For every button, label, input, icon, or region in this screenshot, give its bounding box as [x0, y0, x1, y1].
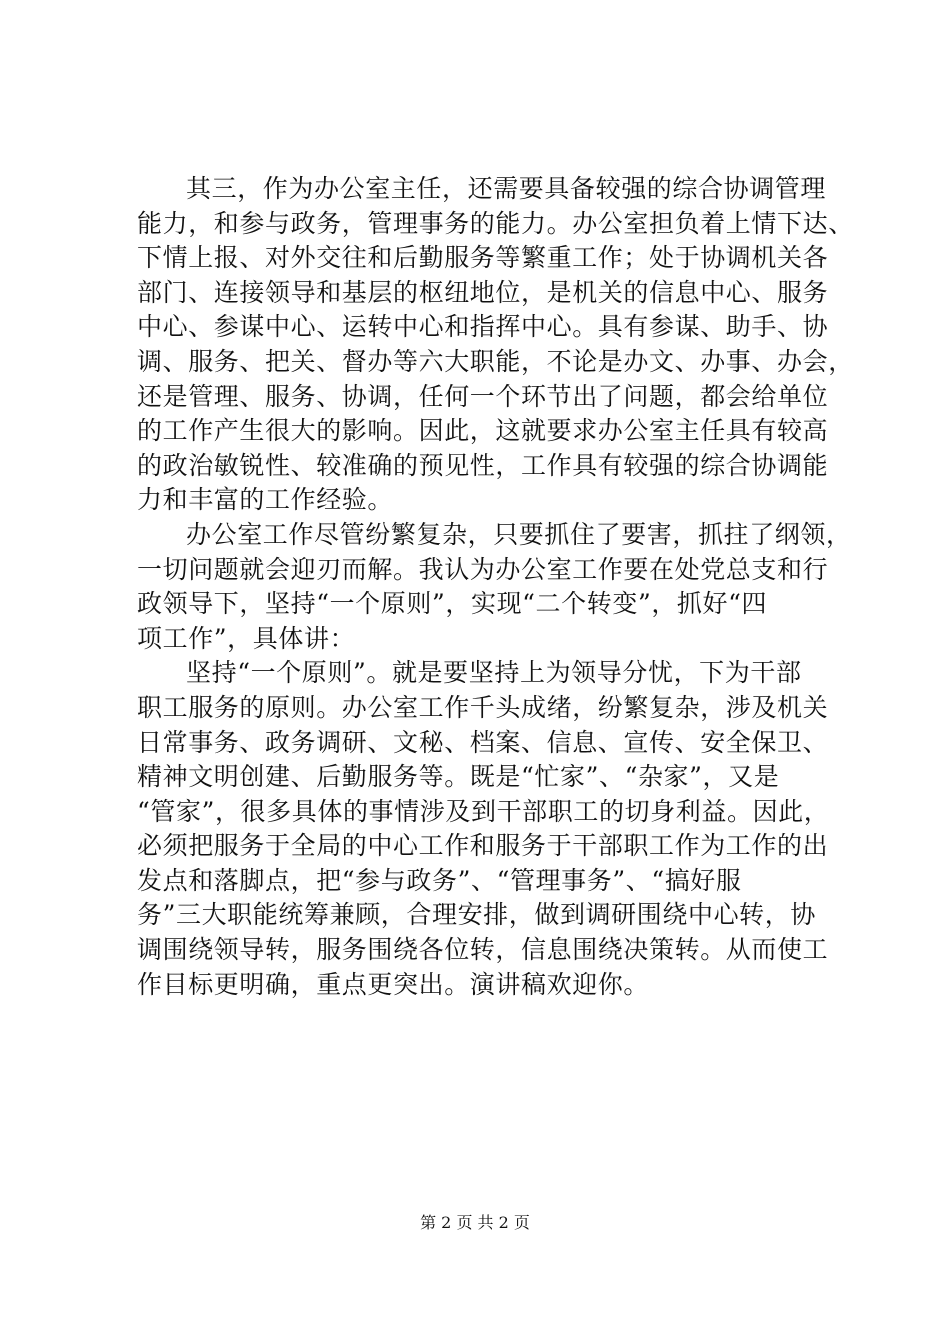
- paragraph-3-line-1: 坚持“一个原则”。就是要坚持上为领导分忧，下为干部: [186, 658, 802, 688]
- paragraph-1-line-4: 部门、连接领导和基层的枢纽地位，是机关的信息中心、服务: [137, 277, 829, 307]
- page-footer: 第 2 页 共 2 页: [420, 1213, 530, 1232]
- paragraph-3-line-10: 作目标更明确，重点更突出。演讲稿欢迎你。: [137, 969, 650, 999]
- paragraph-3-line-8: 务”三大职能统筹兼顾，合理安排，做到调研围绕中心转，协: [137, 900, 816, 930]
- paragraph-2-line-3: 政领导下，坚持“一个原则”，实现“二个转变”，抓好“四: [137, 589, 768, 619]
- paragraph-1-line-1: 其三，作为办公室主任，还需要具备较强的综合协调管理: [186, 174, 827, 203]
- paragraph-3-line-9: 调围绕领导转，服务围绕各位转，信息围绕决策转。从而使工: [137, 935, 829, 965]
- paragraph-1-line-2: 能力，和参与政务，管理事务的能力。办公室担负着上情下达、: [137, 208, 854, 238]
- paragraph-3-line-7: 发点和落脚点，把“参与政务”、“管理事务”、“搞好服: [137, 865, 742, 895]
- paragraph-1-line-7: 还是管理、服务、协调，任何一个环节出了问题，都会给单位: [137, 381, 829, 411]
- paragraph-2-line-1: 办公室工作尽管纷繁复杂，只要抓住了要害，抓拄了纲领，: [186, 519, 852, 549]
- paragraph-2-line-4: 项工作”，具体讲：: [137, 623, 356, 653]
- paragraph-3-line-5: “管家”，很多具体的事情涉及到干部职工的切身利益。因此，: [137, 796, 830, 826]
- paragraph-2-line-2: 一切问题就会迎刃而解。我认为办公室工作要在处党总支和行: [137, 554, 829, 584]
- paragraph-3-line-4: 精神文明创建、后勤服务等。既是“忙家”、“杂家”，又是: [137, 762, 780, 792]
- paragraph-1-line-10: 力和丰富的工作经验。: [137, 485, 394, 515]
- paragraph-1-line-6: 调、服务、把关、督办等六大职能，不论是办文、办事、办会，: [137, 346, 854, 376]
- paragraph-1-line-8: 的工作产生很大的影响。因此，这就要求办公室主任具有较高: [137, 416, 829, 446]
- paragraph-1-line-3: 下情上报、对外交往和后勤服务等繁重工作；处于协调机关各: [137, 243, 829, 273]
- paragraph-1-line-5: 中心、参谋中心、运转中心和指挥中心。具有参谋、助手、协: [137, 312, 829, 342]
- paragraph-3-line-3: 日常事务、政务调研、文秘、档案、信息、宣传、安全保卫、: [137, 727, 829, 757]
- paragraph-3-line-6: 必须把服务于全局的中心工作和服务于干部职工作为工作的出: [137, 831, 829, 861]
- paragraph-3-line-2: 职工服务的原则。办公室工作千头成绪，纷繁复杂，涉及机关: [137, 692, 829, 722]
- paragraph-1-line-9: 的政治敏锐性、较准确的预见性，工作具有较强的综合协调能: [137, 450, 829, 480]
- document-body: [137, 172, 854, 1002]
